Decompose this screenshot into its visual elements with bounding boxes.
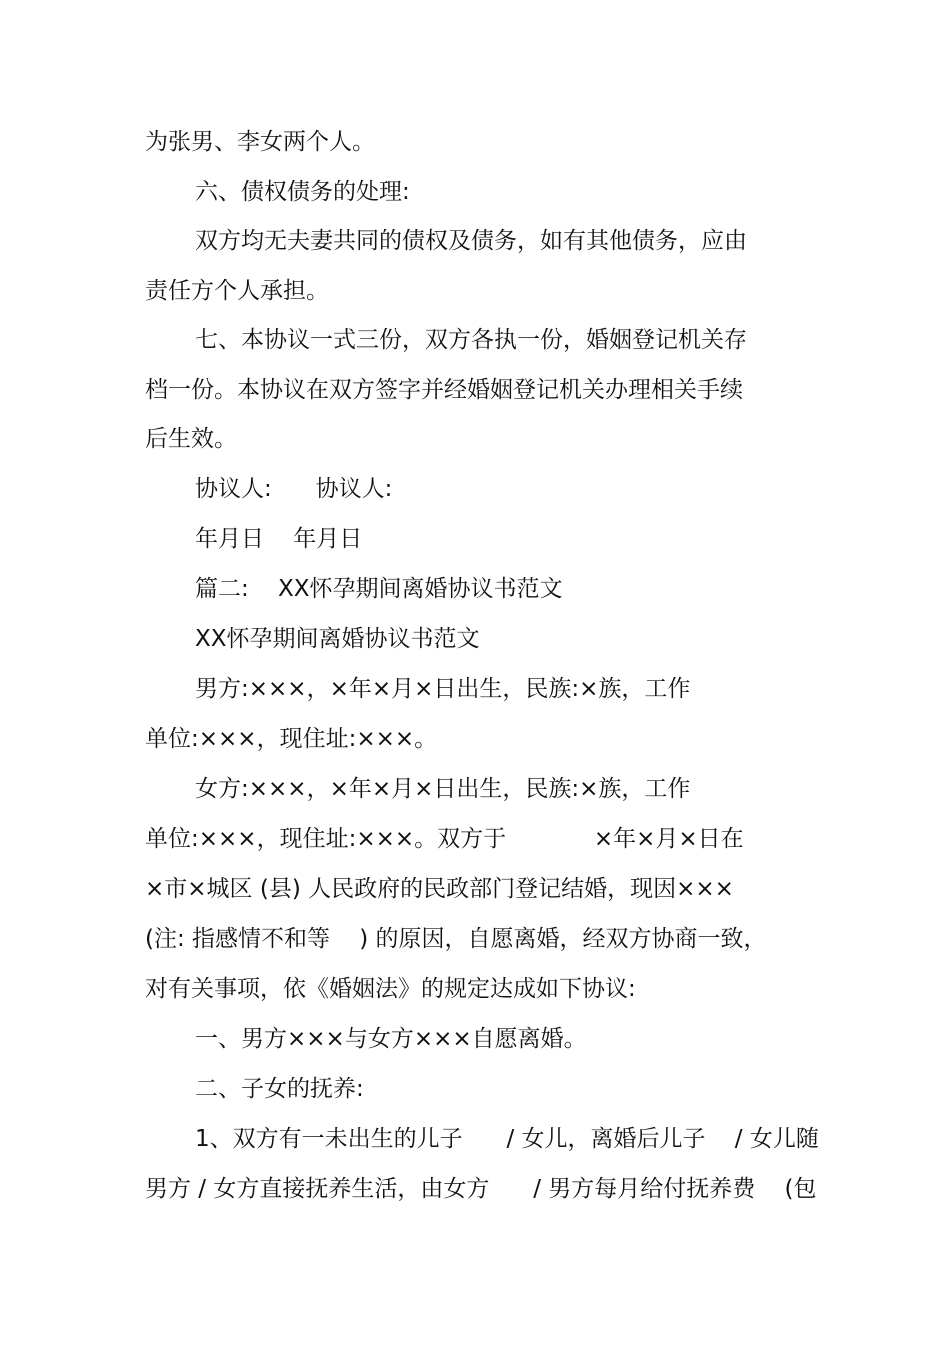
date-line: 年月日 年月日 [195, 526, 363, 552]
text-line: 单位:×××，现住址:×××。 [145, 726, 438, 752]
text-line: (注: 指感情不和等 ) 的原因，自愿离婚，经双方协商一致， [145, 926, 767, 952]
text-line: 为张男、李女两个人。 [145, 129, 375, 155]
text-line: 男方 / 女方直接抚养生活，由女方 / 男方每月给付抚养费 (包 [145, 1176, 817, 1202]
section-heading: 二、子女的抚养: [195, 1076, 364, 1102]
section-heading: 六、债权债务的处理: [195, 179, 410, 205]
section-heading: 七、本协议一式三份，双方各执一份，婚姻登记机关存 [195, 327, 747, 353]
signature-line: 协议人: 协议人: [195, 476, 393, 502]
text-line: 档一份。本协议在双方签字并经婚姻登记机关办理相关手续 [145, 377, 743, 403]
text-line: 责任方个人承担。 [145, 278, 329, 304]
section-heading: 一、男方×××与女方×××自愿离婚。 [195, 1026, 587, 1052]
text-line: 对有关事项，依《婚姻法》的规定达成如下协议: [145, 976, 636, 1002]
text-line: 女方:×××，×年×月×日出生，民族:×族，工作 [195, 776, 691, 802]
document-title: XX怀孕期间离婚协议书范文 [195, 626, 480, 652]
text-line: ×市×城区 (县) 人民政府的民政部门登记结婚，现因××× [145, 876, 734, 902]
text-line: 男方:×××，×年×月×日出生，民族:×族，工作 [195, 676, 691, 702]
text-line: 单位:×××，现住址:×××。双方于 ×年×月×日在 [145, 826, 744, 852]
chapter-heading: 篇二: XX怀孕期间离婚协议书范文 [195, 576, 563, 602]
text-line: 后生效。 [145, 426, 237, 452]
text-line: 双方均无夫妻共同的债权及债务，如有其他债务，应由 [195, 228, 747, 254]
text-line: 1、双方有一未出生的儿子 / 女儿，离婚后儿子 / 女儿随 [195, 1126, 819, 1152]
